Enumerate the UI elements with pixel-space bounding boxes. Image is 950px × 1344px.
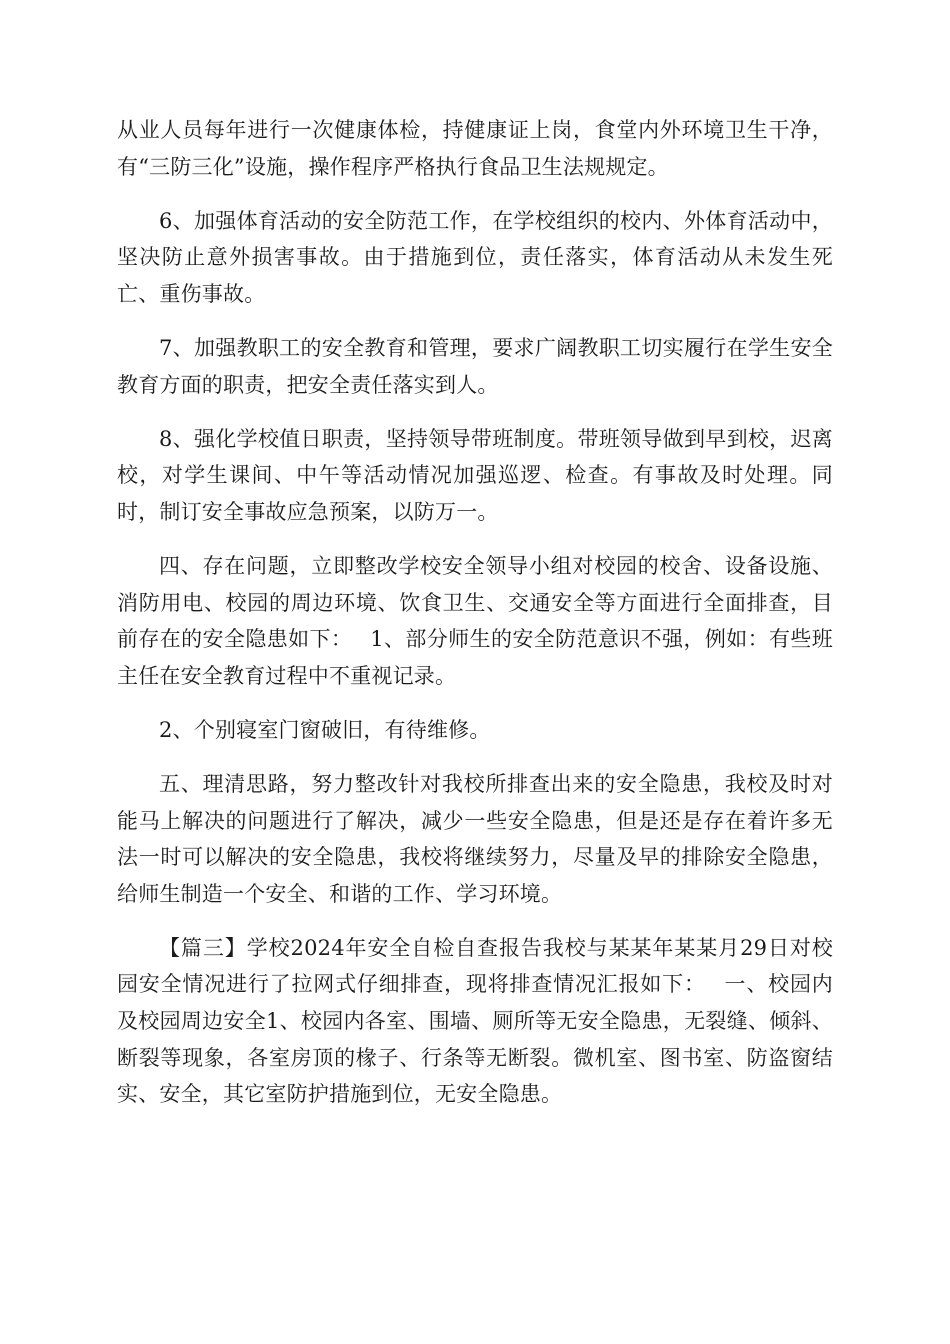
document-page bbox=[117, 112, 833, 1130]
paragraph-1: 从业人员每年进行一次健康体检，持健康证上岗，食堂内外环境卫生干净，有“三防三化”设施，操作程序严格执行食品卫生法规规定。 bbox=[117, 118, 833, 179]
paragraph-7: 五、理清思路，努力整改针对我校所排查出来的安全隐患，我校及时对能马上解决的问题进行了解决，减少一些安全隐患，但是还是存在着许多无法一时可以解决的安全隐患，我校将继续努力，尽量及早的排除安全隐患，给师生制造一个安全、和谐的工作、学习环境。 bbox=[117, 771, 833, 906]
paragraph-8: 【篇三】学校2024年安全自检自查报告我校与某某年某某月29日对校园安全情况进行了拉网式仔细排查，现将排查情况汇报如下： 一、校园内及校园周边安全1、校园内各室、围墙、厕所等无安全隐患，无裂缝、倾斜、断裂等现象，各室房顶的椽子、行条等无断裂。微机室、图书室、防盗窗结实、安全，其它室防护措施到位，无安全隐患。 bbox=[117, 935, 833, 1107]
paragraph-5: 四、存在问题，立即整改学校安全领导小组对校园的校舍、设备设施、消防用电、校园的周边环境、饮食卫生、交通安全等方面进行全面排查，目前存在的安全隐患如下： 1、部分师生的安全防范意识不强，例如：有些班主任在安全教育过程中不重视记录。 bbox=[117, 553, 833, 688]
paragraph-6: 2、个别寝室门窗破旧，有待维修。 bbox=[159, 717, 491, 742]
paragraph-3: 7、加强教职工的安全教育和管理，要求广阔教职工切实履行在学生安全教育方面的职责，把安全责任落实到人。 bbox=[117, 335, 833, 397]
paragraph-2: 6、加强体育活动的安全防范工作，在学校组织的校内、外体育活动中，坚决防止意外损害事故。由于措施到位，责任落实，体育活动从未发生死亡、重伤事故。 bbox=[117, 208, 833, 306]
paragraph-4: 8、强化学校值日职责，坚持领导带班制度。带班领导做到早到校，迟离校，对学生课间、中午等活动情况加强巡逻、检查。有事故及时处理。同时，制订安全事故应急预案，以防万一。 bbox=[117, 426, 833, 524]
